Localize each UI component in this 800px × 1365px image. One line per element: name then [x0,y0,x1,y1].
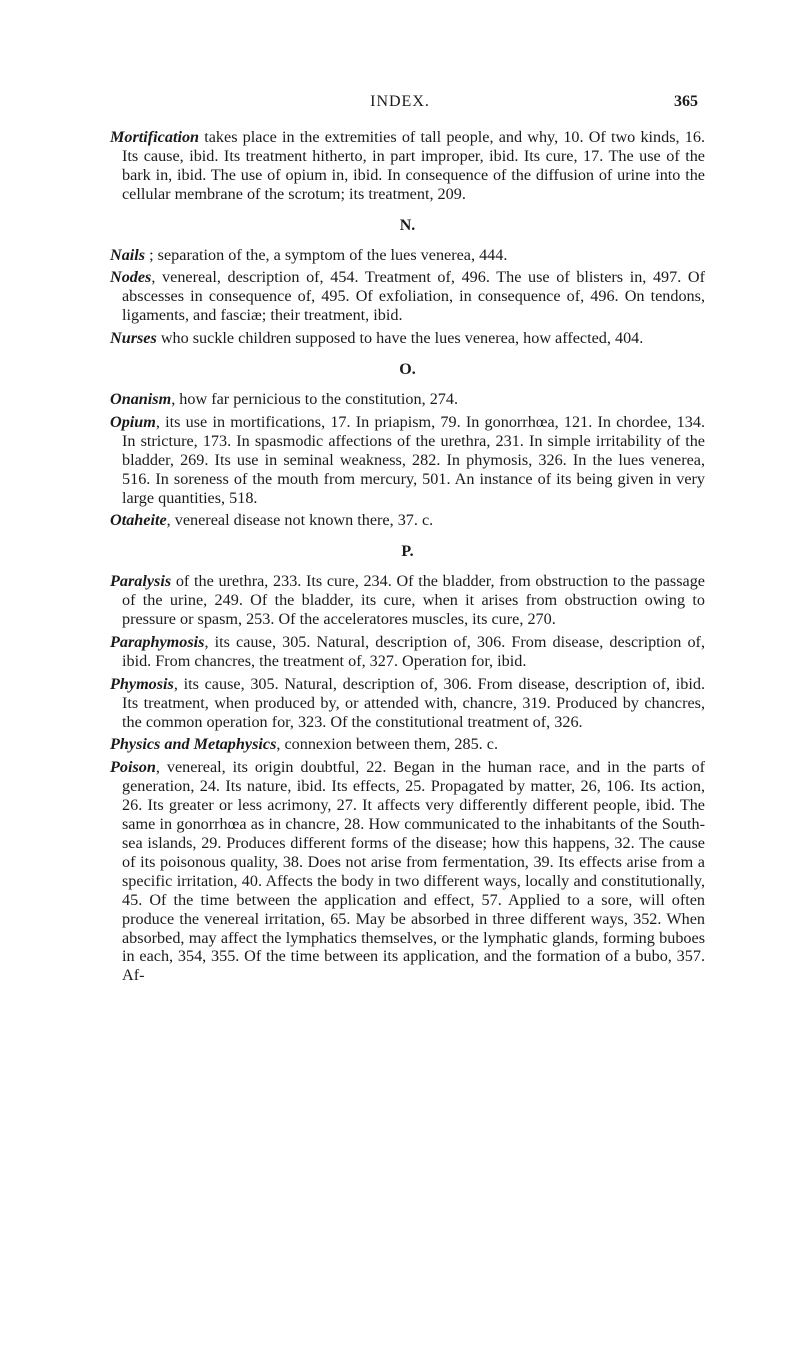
section-letter-p: P. [401,543,414,561]
section-letter-o: O. [399,361,416,379]
index-body [110,128,705,985]
entry-text: ; separation of the, a symptom of the lues venerea, 444. [145,245,508,264]
index-entry-onanism [110,390,705,409]
entry-term: Poison [110,758,156,777]
index-entry-otaheite [110,511,705,530]
entry-text: , how far pernicious to the constitution, 274. [171,389,459,408]
entry-term: Paralysis [110,572,172,591]
index-entry-paraphymosis [110,633,705,671]
index-entry-mortification [110,128,705,204]
index-entry-paralysis [110,572,705,629]
page-number: 365 [674,93,698,110]
entry-text: of the urethra, 233. Its cure, 234. Of the bladder, from obstruction to the passage of the urine, 249. Of the bladder, its cure, when it arises from obstruction owing to pressure or spasm, 253. Of the acceleratores muscles, its cure, 270. [122,572,705,629]
entry-term: Physics and Metaphysics [110,735,277,754]
index-entry-nails [110,246,705,265]
index-entry-nodes [110,268,705,325]
section-letter-n: N. [399,216,416,234]
entry-term: Otaheite [110,511,167,530]
entry-term: Nails [110,245,146,264]
index-entry-phymosis [110,675,705,732]
entry-text: , its use in mortifications, 17. In priapism, 79. In gonorrhœa, 121. In chordee, 134. In stricture, 173. In spasmodic affections of the urethra, 231. In simple irritability of the bladder, 269. Its use in seminal weakness, 282. In phymosis, 326. In the lues venerea, 516. In soreness of the mouth from mercury, 501. An instance of its being given in very large quantities, 518. [122,412,705,507]
entry-text: , connexion between them, 285. c. [276,735,498,754]
index-entry-nurses [110,329,705,348]
index-entry-poison [110,758,705,985]
entry-term: Nodes [110,268,152,287]
index-entry-opium [110,413,705,508]
entry-text: , its cause, 305. Natural, description of, 306. From disease, description of, ibid. Its treatment, when produced by, or attended with, chancre, 319. Produced by chancres, the common operation for, 323. Of the constitutional treatment of, 326. [122,674,705,731]
entry-term: Nurses [110,329,157,348]
entry-text: takes place in the extremities of tall people, and why, 10. Of two kinds, 16. Its cause, ibid. Its treatment hitherto, in part improper, ibid. Its cure, 17. The use of the bark in, ibid. The use of opium in, ibid. In consequence of the diffusion of urine into the cellular membrane of the scrotum; its treatment, 209. [122,128,705,203]
entry-text: , venereal disease not known there, 37. c. [166,511,434,530]
entry-text: , venereal, its origin doubtful, 22. Began in the human race, and in the parts of generation, 24. Its nature, ibid. Its effects, 25. Propagated by matter, 26, 106. Its action, 26. Its greater or less acrimony, 27. It affects very differently different people, ibid. The same in gonorrhœa as in chancre, 28. How communicated to the inhabitants of the South-sea islands, 29. Produces different forms of the disease; how this happens, 32. The cause of its poisonous quality, 38. Does not arise from fermentation, 39. Its effects arise from a specific irritation, 40. Affects the body in two different ways, locally and constitutionally, 45. Of the time between the application and effect, 57. Applied to a sore, will often produce the venereal irritation, 65. May be absorbed in three different ways, 352. When absorbed, may affect the lymphatics themselves, or the lymphatic glands, forming buboes in each, 354, 355. Of the time between its application, and the formation of a bubo, 357. Af- [122,758,705,985]
entry-text: , venereal, description of, 454. Treatment of, 496. The use of blisters in, 497. Of abscesses in consequence of, 495. Of exfoliation, in consequence of, 496. On tendons, ligaments, and fasciæ; their treatment, ibid. [122,268,705,325]
entry-term: Paraphymosis [110,632,205,651]
entry-text: , its cause, 305. Natural, description of, 306. From disease, description of, ibid. From chancres, the treatment of, 327. Operation for, ibid. [122,632,705,670]
page-header [0,93,800,117]
entry-term: Onanism [110,389,172,408]
entry-term: Opium [110,412,156,431]
running-head: INDEX. [370,93,430,110]
entry-text: who suckle children supposed to have the lues venerea, how affected, 404. [156,329,644,348]
entry-term: Phymosis [110,674,174,693]
entry-term: Mortification [110,128,200,146]
index-entry-physics-metaphysics [110,735,705,754]
